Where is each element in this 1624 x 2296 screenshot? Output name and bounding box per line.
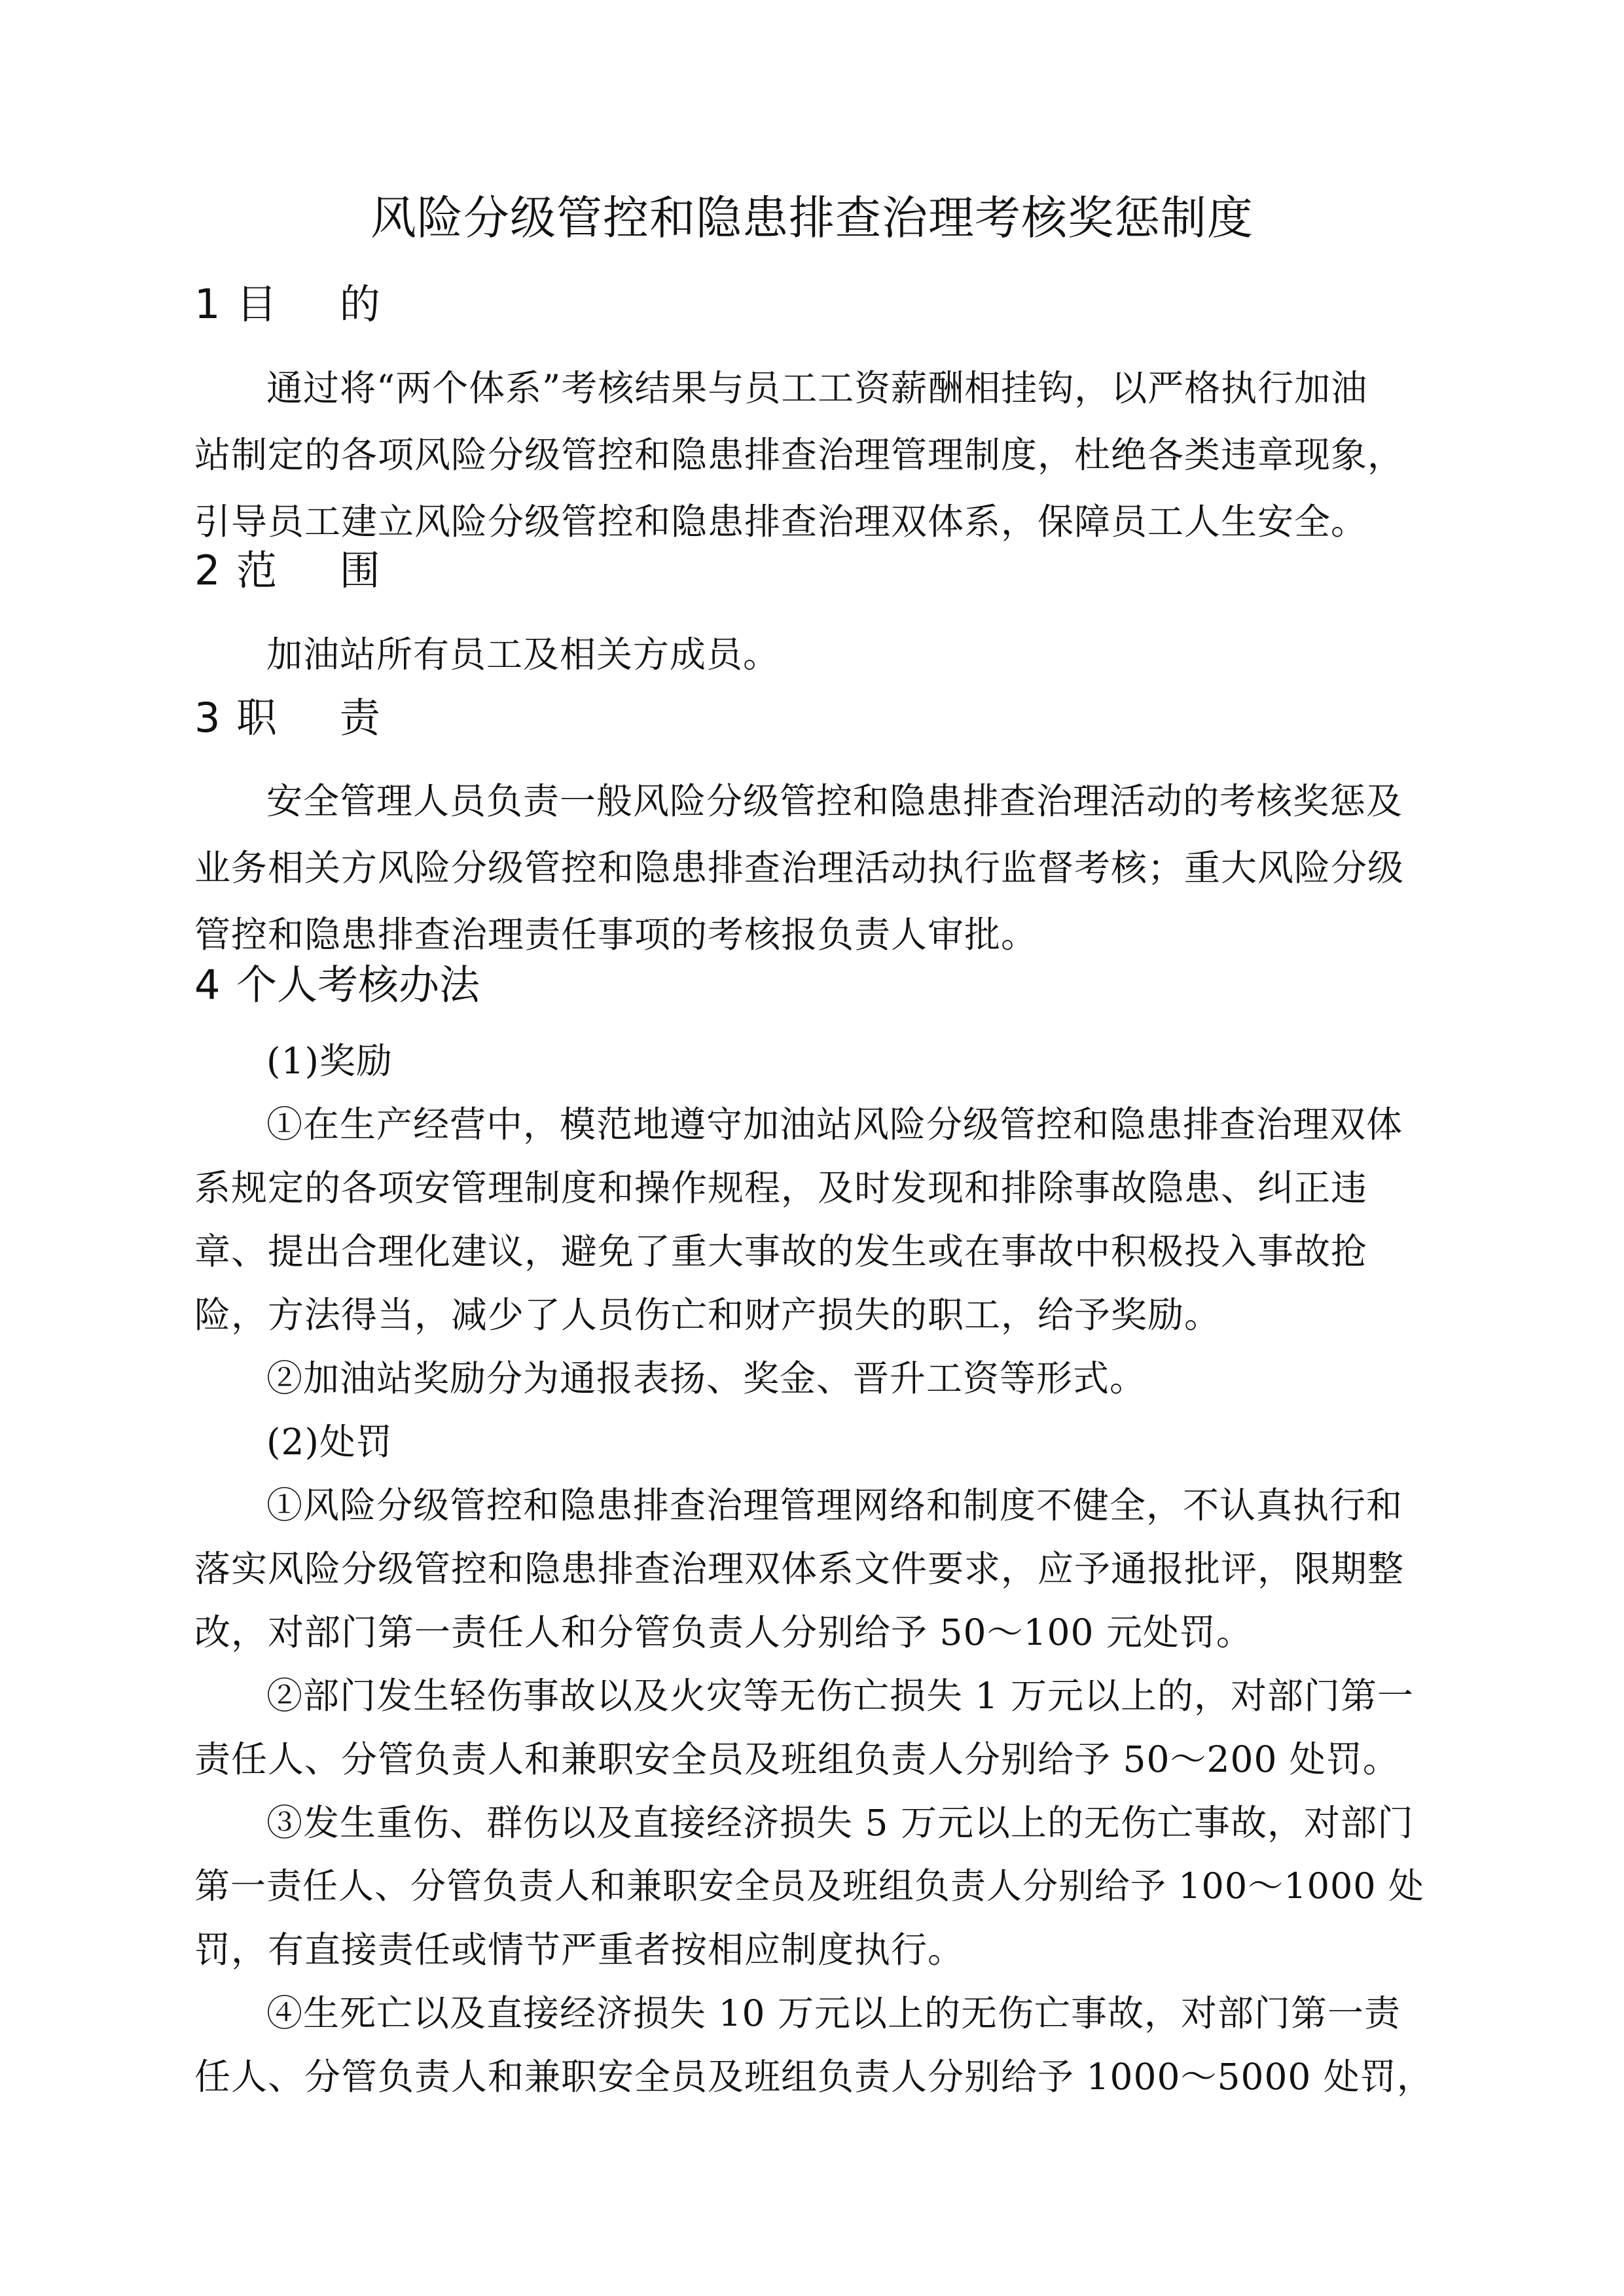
section-heading-purpose: [194, 278, 405, 331]
section-heading-responsibility: [194, 692, 405, 744]
paragraph-line: ④生死亡以及直接经济损失 10 万元以上的无伤亡事故，对部门第一责: [266, 1992, 1401, 2034]
section-number: 3: [194, 694, 221, 742]
paragraph-line: 加油站所有员工及相关方成员。: [266, 634, 780, 675]
paragraph-line: 章、提出合理化建议，避免了重大事故的发生或在事故中积极投入事故抢: [194, 1230, 1368, 1272]
section-title: 目 的: [236, 280, 405, 328]
section-number: 4: [194, 961, 221, 1009]
paragraph-line: ①在生产经营中，模范地遵守加油站风险分级管控和隐患排查治理双体: [266, 1103, 1403, 1145]
paragraph-line: 险，方法得当，减少了人员伤亡和财产损失的职工，给予奖励。: [194, 1294, 1221, 1336]
paragraph-line: 罚，有直接责任或情节严重者按相应制度执行。: [194, 1929, 965, 1971]
paragraph-line: 改，对部门第一责任人和分管负责人分别给予 50～100 元处罚。: [194, 1611, 1253, 1653]
section-title: 个人考核办法: [236, 961, 480, 1009]
paragraph-line: 管控和隐患排查治理责任事项的考核报负责人审批。: [194, 914, 1038, 956]
paragraph-line: ③发生重伤、群伤以及直接经济损失 5 万元以上的无伤亡事故，对部门: [266, 1802, 1414, 1844]
paragraph-line: 业务相关方风险分级管控和隐患排查治理活动执行监督考核；重大风险分级: [194, 847, 1405, 889]
paragraph-line: ①风险分级管控和隐患排查治理管理网络和制度不健全，不认真执行和: [266, 1484, 1403, 1526]
paragraph-line: 通过将“两个体系”考核结果与员工工资薪酬相挂钩，以严格执行加油: [266, 367, 1368, 409]
section-number: 2: [194, 547, 221, 594]
paragraph-line: ②部门发生轻伤事故以及火灾等无伤亡损失 1 万元以上的，对部门第一: [266, 1675, 1414, 1717]
section-heading-assessment: [194, 959, 480, 1011]
paragraph-line: 引导员工建立风险分级管控和隐患排查治理双体系，保障员工人生安全。: [194, 501, 1368, 543]
document-title: 风险分级管控和隐患排查治理考核奖惩制度: [370, 191, 1254, 245]
section-heading-scope: [194, 545, 405, 597]
paragraph-line: 安全管理人员负责一般风险分级管控和隐患排查治理活动的考核奖惩及: [266, 780, 1403, 822]
paragraph-line: 站制定的各项风险分级管控和隐患排查治理管理制度，杜绝各类违章现象，: [194, 434, 1405, 476]
paragraph-line: 第一责任人、分管负责人和兼职安全员及班组负责人分别给予 100～1000 处: [194, 1865, 1424, 1907]
paragraph-line: 系规定的各项安管理制度和操作规程，及时发现和排除事故隐患、纠正违: [194, 1167, 1368, 1209]
paragraph-line: 落实风险分级管控和隐患排查治理双体系文件要求，应予通报批评，限期整: [194, 1548, 1405, 1590]
paragraph-line: 责任人、分管负责人和兼职安全员及班组负责人分别给予 50～200 处罚。: [194, 1738, 1399, 1780]
section-title: 职 责: [236, 694, 405, 742]
subheading-reward: (1)奖励: [266, 1040, 393, 1082]
section-number: 1: [194, 280, 221, 328]
subheading-penalty: (2)处罚: [266, 1421, 393, 1463]
paragraph-line: 任人、分管负责人和兼职安全员及班组负责人分别给予 1000～5000 处罚，: [194, 2056, 1434, 2098]
section-title: 范 围: [236, 547, 405, 594]
paragraph-line: ②加油站奖励分为通报表扬、奖金、晋升工资等形式。: [266, 1357, 1147, 1399]
